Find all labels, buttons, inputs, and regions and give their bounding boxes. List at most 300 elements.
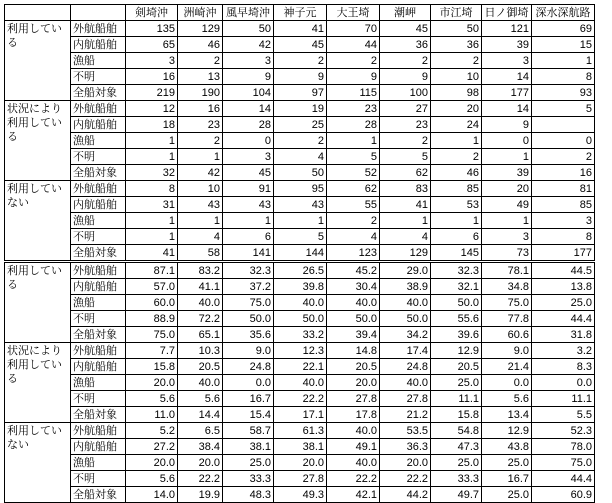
value-cell: 16.7: [482, 471, 532, 487]
header-row: [5, 5, 595, 21]
value-cell: 50.0: [431, 295, 482, 311]
value-cell: 6.5: [178, 423, 223, 439]
value-cell: 88.9: [126, 311, 178, 327]
value-cell: 19.9: [178, 487, 223, 503]
table-row: [5, 101, 595, 117]
group-label: 利用している: [5, 21, 71, 101]
value-cell: 100: [380, 85, 431, 101]
value-cell: 5.5: [532, 407, 595, 423]
value-cell: 5: [532, 101, 595, 117]
value-cell: 129: [178, 21, 223, 37]
value-cell: 1: [482, 213, 532, 229]
value-cell: 41: [274, 21, 327, 37]
vessel-type-label: 内航船舶: [71, 197, 126, 213]
value-cell: 75.0: [223, 295, 274, 311]
value-cell: 43: [178, 197, 223, 213]
value-cell: 75.0: [532, 455, 595, 471]
value-cell: 98: [431, 85, 482, 101]
group-label: 利用している: [5, 262, 71, 343]
group-label: 状況により利用している: [5, 343, 71, 423]
value-cell: 9.0: [223, 343, 274, 359]
value-cell: 33.3: [431, 471, 482, 487]
vessel-type-label: 漁船: [71, 133, 126, 149]
value-cell: 78.1: [482, 262, 532, 279]
value-cell: 1: [431, 133, 482, 149]
vessel-type-label: 漁船: [71, 375, 126, 391]
value-cell: 16: [126, 69, 178, 85]
value-cell: 39.4: [327, 327, 380, 343]
value-cell: 1: [274, 213, 327, 229]
value-cell: 32: [126, 165, 178, 181]
group-label: 状況により利用している: [5, 101, 71, 181]
value-cell: 2: [178, 133, 223, 149]
value-cell: 65.1: [178, 327, 223, 343]
value-cell: 0.0: [223, 375, 274, 391]
value-cell: 48.3: [223, 487, 274, 503]
value-cell: 25: [274, 117, 327, 133]
value-cell: 5.6: [126, 471, 178, 487]
table-row: [5, 53, 595, 69]
value-cell: 40.0: [274, 295, 327, 311]
value-cell: 11.1: [431, 391, 482, 407]
value-cell: 1: [431, 213, 482, 229]
value-cell: 0: [482, 133, 532, 149]
value-cell: 42.1: [327, 487, 380, 503]
value-cell: 91: [223, 181, 274, 197]
value-cell: 30.4: [327, 279, 380, 295]
value-cell: 32.3: [431, 262, 482, 279]
value-cell: 44.4: [532, 471, 595, 487]
value-cell: 58.7: [223, 423, 274, 439]
table-row: [5, 343, 595, 359]
value-cell: 18: [126, 117, 178, 133]
table-row: [5, 117, 595, 133]
column-header: 日ノ御埼: [482, 5, 532, 21]
value-cell: 44.5: [532, 262, 595, 279]
value-cell: 95: [274, 181, 327, 197]
value-cell: 2: [327, 53, 380, 69]
value-cell: 77.8: [482, 311, 532, 327]
value-cell: 145: [431, 245, 482, 262]
table-row: [5, 279, 595, 295]
value-cell: 29.0: [380, 262, 431, 279]
value-cell: 33.3: [223, 471, 274, 487]
value-cell: 27.8: [327, 391, 380, 407]
table-row: [5, 197, 595, 213]
value-cell: 22.2: [274, 391, 327, 407]
value-cell: 0: [223, 133, 274, 149]
value-cell: 12: [126, 101, 178, 117]
value-cell: 7.7: [126, 343, 178, 359]
value-cell: 15: [532, 37, 595, 53]
value-cell: 32.1: [431, 279, 482, 295]
value-cell: 177: [532, 245, 595, 262]
value-cell: 50.0: [223, 311, 274, 327]
value-cell: 3.2: [532, 343, 595, 359]
table-row: [5, 21, 595, 37]
group-label: 利用していない: [5, 423, 71, 503]
value-cell: 0: [532, 133, 595, 149]
value-cell: 37.2: [223, 279, 274, 295]
value-cell: 20.0: [178, 455, 223, 471]
vessel-type-label: 外航船舶: [71, 21, 126, 37]
table-row: [5, 327, 595, 343]
value-cell: 34.2: [380, 327, 431, 343]
value-cell: 65: [126, 37, 178, 53]
table-row: [5, 439, 595, 455]
value-cell: 4: [327, 229, 380, 245]
value-cell: 38.9: [380, 279, 431, 295]
value-cell: 27.2: [126, 439, 178, 455]
value-cell: 81: [532, 181, 595, 197]
value-cell: 9: [327, 69, 380, 85]
table-row: [5, 359, 595, 375]
value-cell: 39.8: [274, 279, 327, 295]
value-cell: 5: [274, 229, 327, 245]
value-cell: 44: [327, 37, 380, 53]
vessel-type-label: 全船対象: [71, 407, 126, 423]
value-cell: 49.1: [327, 439, 380, 455]
value-cell: 25.0: [482, 487, 532, 503]
vessel-type-label: 漁船: [71, 455, 126, 471]
value-cell: 75.0: [126, 327, 178, 343]
value-cell: 17.8: [327, 407, 380, 423]
value-cell: 3: [126, 53, 178, 69]
value-cell: 44.2: [380, 487, 431, 503]
value-cell: 123: [327, 245, 380, 262]
vessel-type-label: 内航船舶: [71, 279, 126, 295]
value-cell: 22.2: [327, 471, 380, 487]
vessel-type-label: 不明: [71, 149, 126, 165]
value-cell: 50: [274, 165, 327, 181]
value-cell: 25.0: [482, 455, 532, 471]
value-cell: 22.2: [178, 471, 223, 487]
value-cell: 40.0: [274, 375, 327, 391]
value-cell: 70: [327, 21, 380, 37]
value-cell: 21.4: [482, 359, 532, 375]
value-cell: 121: [482, 21, 532, 37]
table-row: [5, 295, 595, 311]
value-cell: 40.0: [380, 375, 431, 391]
value-cell: 14: [482, 69, 532, 85]
value-cell: 27: [380, 101, 431, 117]
value-cell: 21.2: [380, 407, 431, 423]
value-cell: 60.9: [532, 487, 595, 503]
vessel-type-label: 全船対象: [71, 487, 126, 503]
value-cell: 20.0: [126, 375, 178, 391]
value-cell: 50.0: [327, 311, 380, 327]
value-cell: 12.9: [431, 343, 482, 359]
value-cell: 49.7: [431, 487, 482, 503]
value-cell: 16: [532, 165, 595, 181]
value-cell: 41: [380, 197, 431, 213]
value-cell: 50.0: [274, 311, 327, 327]
value-cell: 9: [223, 69, 274, 85]
value-cell: 40.0: [178, 295, 223, 311]
value-cell: 50: [431, 21, 482, 37]
value-cell: 16.7: [223, 391, 274, 407]
value-cell: 9: [274, 69, 327, 85]
value-cell: 6: [431, 229, 482, 245]
value-cell: 85: [532, 197, 595, 213]
vessel-type-label: 全船対象: [71, 165, 126, 181]
value-cell: 50.0: [380, 311, 431, 327]
value-cell: 34.8: [482, 279, 532, 295]
vessel-type-label: 不明: [71, 229, 126, 245]
value-cell: 49: [482, 197, 532, 213]
value-cell: 87.1: [126, 262, 178, 279]
value-cell: 45: [223, 165, 274, 181]
value-cell: 27.8: [380, 391, 431, 407]
vessel-type-label: 外航船舶: [71, 262, 126, 279]
table-row: [5, 407, 595, 423]
vessel-type-label: 内航船舶: [71, 439, 126, 455]
value-cell: 73: [482, 245, 532, 262]
vessel-type-label: 漁船: [71, 295, 126, 311]
value-cell: 19: [274, 101, 327, 117]
value-cell: 50: [223, 21, 274, 37]
value-cell: 15.8: [126, 359, 178, 375]
value-cell: 3: [223, 149, 274, 165]
value-cell: 1: [126, 213, 178, 229]
value-cell: 14.4: [178, 407, 223, 423]
value-cell: 5: [327, 149, 380, 165]
value-cell: 14.8: [327, 343, 380, 359]
table-row: [5, 133, 595, 149]
value-cell: 9: [482, 117, 532, 133]
value-cell: 62: [380, 165, 431, 181]
value-cell: 36: [380, 37, 431, 53]
value-cell: 93: [532, 85, 595, 101]
table-row: [5, 471, 595, 487]
vessel-type-label: 不明: [71, 311, 126, 327]
value-cell: 52.3: [532, 423, 595, 439]
table-row: [5, 455, 595, 471]
value-cell: 2: [274, 133, 327, 149]
value-cell: 9: [380, 69, 431, 85]
value-cell: 17.4: [380, 343, 431, 359]
value-cell: 1: [126, 133, 178, 149]
value-cell: 33.2: [274, 327, 327, 343]
value-cell: 57.0: [126, 279, 178, 295]
column-header: 深水深航路: [532, 5, 595, 21]
table-row: [5, 181, 595, 197]
value-cell: 1: [223, 213, 274, 229]
value-cell: 45: [380, 21, 431, 37]
value-cell: 45.2: [327, 262, 380, 279]
value-cell: 5.2: [126, 423, 178, 439]
value-cell: 53: [431, 197, 482, 213]
value-cell: 40.0: [327, 295, 380, 311]
value-cell: [532, 117, 595, 133]
vessel-type-label: 不明: [71, 391, 126, 407]
value-cell: 10: [178, 181, 223, 197]
value-cell: 5.6: [178, 391, 223, 407]
column-header: 市江埼: [431, 5, 482, 21]
value-cell: 4: [274, 149, 327, 165]
table-row: [5, 85, 595, 101]
value-cell: 3: [223, 53, 274, 69]
value-cell: 11.0: [126, 407, 178, 423]
value-cell: 12.3: [274, 343, 327, 359]
table-row: [5, 165, 595, 181]
column-header: 洲崎沖: [178, 5, 223, 21]
value-cell: 20: [431, 101, 482, 117]
value-cell: 20: [482, 181, 532, 197]
value-cell: 25.0: [431, 455, 482, 471]
column-header: 潮岬: [380, 5, 431, 21]
value-cell: 24.8: [223, 359, 274, 375]
value-cell: 25.0: [431, 375, 482, 391]
value-cell: 4: [380, 229, 431, 245]
value-cell: 23: [380, 117, 431, 133]
table-row: [5, 229, 595, 245]
value-cell: 0.0: [532, 375, 595, 391]
value-cell: 43: [274, 197, 327, 213]
value-cell: 41: [126, 245, 178, 262]
vessel-type-label: 不明: [71, 69, 126, 85]
value-cell: 3: [482, 229, 532, 245]
value-cell: 97: [274, 85, 327, 101]
value-cell: 23: [327, 101, 380, 117]
value-cell: 3: [482, 53, 532, 69]
value-cell: 45: [274, 37, 327, 53]
value-cell: 36.3: [380, 439, 431, 455]
vessel-type-label: 内航船舶: [71, 359, 126, 375]
value-cell: 8: [532, 229, 595, 245]
value-cell: 39.6: [431, 327, 482, 343]
value-cell: 83: [380, 181, 431, 197]
value-cell: 32.3: [223, 262, 274, 279]
value-cell: 62: [327, 181, 380, 197]
vessel-type-label: 外航船舶: [71, 181, 126, 197]
value-cell: 28: [327, 117, 380, 133]
value-cell: 41.1: [178, 279, 223, 295]
value-cell: 20.5: [327, 359, 380, 375]
value-cell: 2: [380, 133, 431, 149]
table-row: [5, 213, 595, 229]
value-cell: 53.5: [380, 423, 431, 439]
value-cell: 20.0: [126, 455, 178, 471]
value-cell: 20.0: [380, 455, 431, 471]
value-cell: 55: [327, 197, 380, 213]
value-cell: 26.5: [274, 262, 327, 279]
table-row: [5, 69, 595, 85]
value-cell: 38.1: [223, 439, 274, 455]
value-cell: 11.1: [532, 391, 595, 407]
value-cell: 2: [274, 53, 327, 69]
value-cell: 28: [223, 117, 274, 133]
column-header: 神子元: [274, 5, 327, 21]
corner-cell: [71, 5, 126, 21]
value-cell: 61.3: [274, 423, 327, 439]
value-cell: 14: [482, 101, 532, 117]
value-cell: 5.6: [126, 391, 178, 407]
value-cell: 24: [431, 117, 482, 133]
value-cell: 31.8: [532, 327, 595, 343]
vessel-type-label: 漁船: [71, 213, 126, 229]
value-cell: 141: [223, 245, 274, 262]
value-cell: 46: [431, 165, 482, 181]
value-cell: 4: [178, 229, 223, 245]
value-cell: 13.4: [482, 407, 532, 423]
table-row: [5, 149, 595, 165]
value-cell: 23: [178, 117, 223, 133]
value-cell: 38.1: [274, 439, 327, 455]
value-cell: 31: [126, 197, 178, 213]
value-cell: 15.4: [223, 407, 274, 423]
value-cell: 55.6: [431, 311, 482, 327]
value-cell: 44.4: [532, 311, 595, 327]
value-cell: 13: [178, 69, 223, 85]
value-cell: 1: [126, 149, 178, 165]
value-cell: 6: [223, 229, 274, 245]
table-row: [5, 37, 595, 53]
value-cell: 1: [380, 213, 431, 229]
value-cell: 83.2: [178, 262, 223, 279]
value-cell: 78.0: [532, 439, 595, 455]
value-cell: 104: [223, 85, 274, 101]
value-cell: 22.2: [380, 471, 431, 487]
value-cell: 20.5: [178, 359, 223, 375]
value-cell: 17.1: [274, 407, 327, 423]
table-row: [5, 262, 595, 279]
value-cell: 1: [178, 213, 223, 229]
value-cell: 35.6: [223, 327, 274, 343]
vessel-type-label: 全船対象: [71, 245, 126, 262]
value-cell: 8: [532, 69, 595, 85]
value-cell: 13.8: [532, 279, 595, 295]
value-cell: 8: [126, 181, 178, 197]
value-cell: 43: [223, 197, 274, 213]
value-cell: 43.8: [482, 439, 532, 455]
value-cell: 10: [431, 69, 482, 85]
value-cell: 20.0: [274, 455, 327, 471]
group-label: 利用していない: [5, 181, 71, 262]
value-cell: 2: [380, 53, 431, 69]
value-cell: 16: [178, 101, 223, 117]
value-cell: 10.3: [178, 343, 223, 359]
value-cell: 47.3: [431, 439, 482, 455]
value-cell: 15.8: [431, 407, 482, 423]
value-cell: 52: [327, 165, 380, 181]
value-cell: 42: [223, 37, 274, 53]
value-cell: 177: [482, 85, 532, 101]
value-cell: 46: [178, 37, 223, 53]
value-cell: 190: [178, 85, 223, 101]
value-cell: 5: [380, 149, 431, 165]
value-cell: 1: [327, 133, 380, 149]
table-row: [5, 487, 595, 503]
vessel-type-label: 全船対象: [71, 85, 126, 101]
value-cell: 0.0: [482, 375, 532, 391]
table-row: [5, 311, 595, 327]
value-cell: 2: [431, 53, 482, 69]
column-header: 大王埼: [327, 5, 380, 21]
value-cell: 5.6: [482, 391, 532, 407]
value-cell: 1: [126, 229, 178, 245]
column-header: 剣埼沖: [126, 5, 178, 21]
vessel-type-label: 全船対象: [71, 327, 126, 343]
value-cell: 3: [532, 213, 595, 229]
vessel-type-label: 漁船: [71, 53, 126, 69]
value-cell: 14: [223, 101, 274, 117]
vessel-type-label: 外航船舶: [71, 343, 126, 359]
value-cell: 9.0: [482, 343, 532, 359]
value-cell: 12.9: [482, 423, 532, 439]
table-row: [5, 423, 595, 439]
vessel-type-label: 外航船舶: [71, 423, 126, 439]
